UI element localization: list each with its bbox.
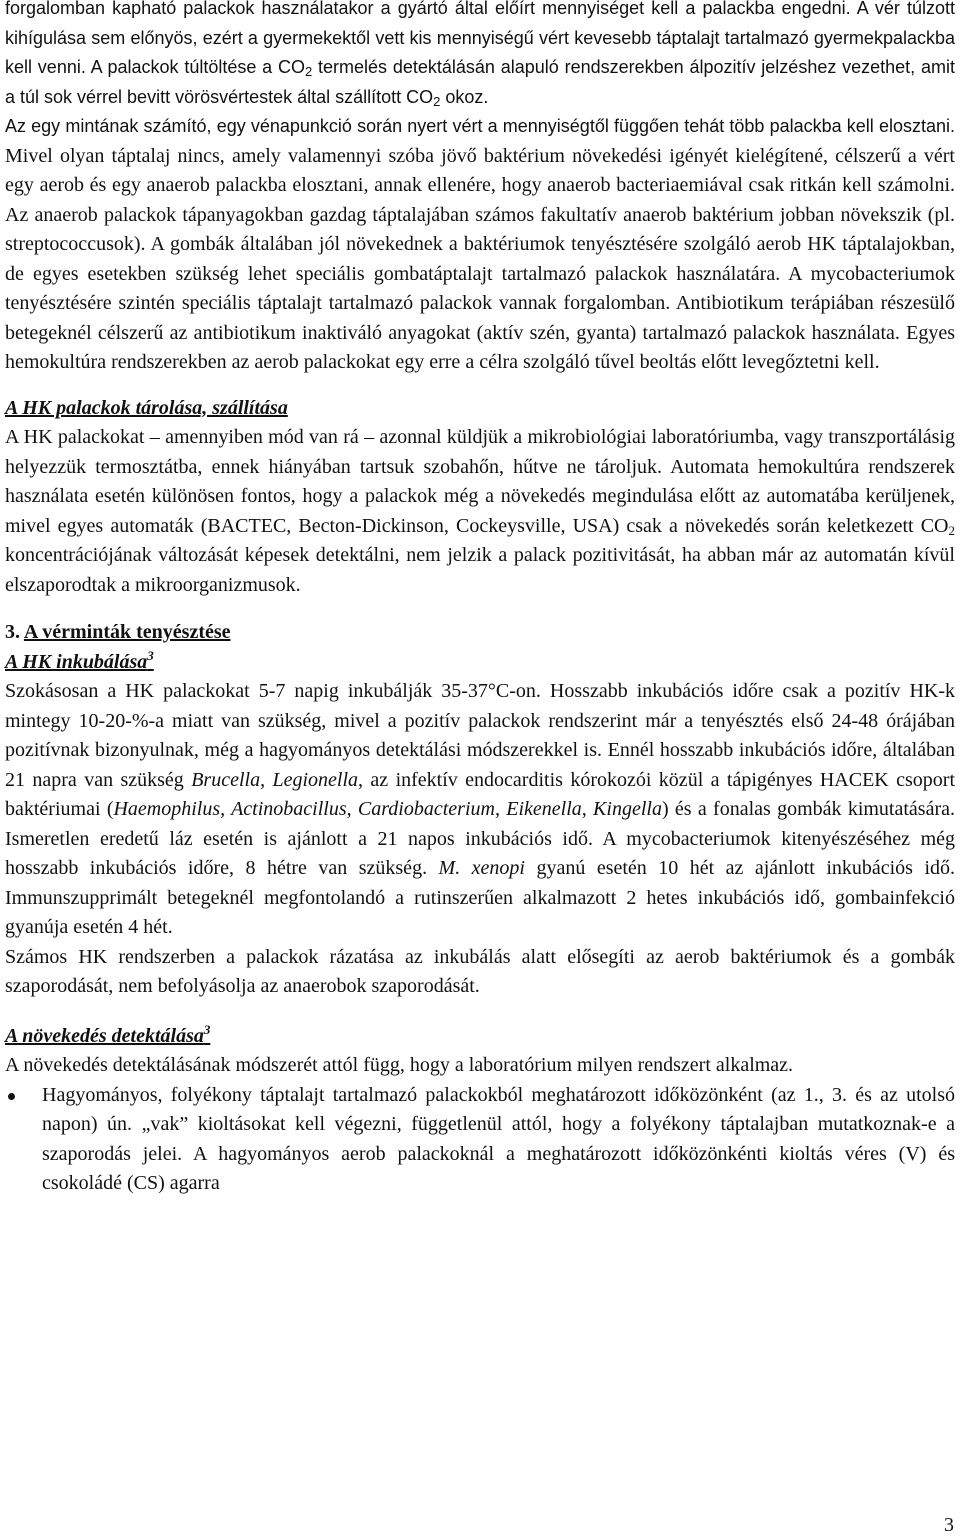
heading-text: A HK inkubálása — [5, 650, 148, 673]
text-run: termelés detektálásán alapuló rendszerekben álpozitív jelzéshez vezethet, amit a túl sok vérrel bevitt vörösvértestek által szállított CO — [5, 57, 955, 107]
text-run: ) és a fonalas gombák kimutatására. Ismeretlen eredetű láz esetén is ajánlott a 21 napos inkubációs idő. A mycobacteriumok kitenyészéséhez még hosszabb inkubációs időre, 8 hétre van szükség. — [5, 798, 955, 879]
organism-name: M. xenopi — [438, 857, 525, 879]
heading-storage: A HK palackok tárolása, szállítása — [5, 396, 288, 419]
bullet-list — [5, 1081, 955, 1199]
reference-superscript: 3 — [147, 647, 154, 663]
paragraph-bottle-distribution — [5, 112, 955, 378]
text-run: , — [260, 768, 273, 791]
paragraph-blood-volume — [5, 0, 955, 112]
list-item-text: Hagyományos, folyékony táptalajt tartalmazó palackokból meghatározott időközönként (az 1., 3. és az utolsó napon) ún. „vak” kioltásokat kell végezni, függetlenül attól, hogy a folyékony táptalajban mutatkoznak-e a szaporodás jelei. A hagyományos aerob palackoknál a meghatározott időközönkénti kioltás véres (V) és csokoládé (CS) agarra — [42, 1083, 955, 1194]
heading-incubation — [5, 648, 955, 678]
organism-name: Brucella — [191, 768, 261, 791]
subscript: 2 — [433, 93, 441, 109]
text-run: Szokásosan a HK palackokat 5-7 napig inkubálják 35-37°C-on. Hosszabb inkubációs időre csak a pozitív HK-k mintegy 10-20-%-a miatt van szükség, mivel a pozitív palackok rendszerint már a tenyésztés első 24-48 órájában pozitívnak bizonyulnak, még a hagyományos detektálási módszerekkel is. Ennél hosszabb inkubációs időre, általában 21 napra van szükség — [5, 680, 955, 791]
section-number: 3. — [5, 621, 24, 643]
paragraph-incubation — [5, 677, 955, 943]
subscript: 2 — [304, 64, 313, 79]
heading-detection — [5, 1022, 955, 1052]
section-title: A vérminták tenyésztése — [23, 621, 231, 643]
text-run: gyanú esetén 10 hét az ajánlott inkubációs idő. Immunszupprimált betegeknél megfontolandó a rutinszerűen alkalmazott 2 hetes inkubációs idő, gombainfekció gyanúja esetén 4 hét. — [5, 857, 955, 938]
organism-name: Legionella — [272, 768, 359, 791]
text-run: , az infektív endocarditis kórokozói közül a tápigényes HACEK csoport baktériumai ( — [5, 768, 955, 820]
reference-superscript: 3 — [203, 1021, 211, 1037]
text-run: koncentrációjának változását képesek detektálni, nem jelzik a palack pozitivitását, ha abban már az automatán kívül elszaporodtak a mikroorganizmusok. — [5, 544, 955, 596]
text-run: Az egy mintának számító, egy vénapunkció során nyert vért a mennyiségtől függően tehát több palackba kell elosztani. — [5, 116, 955, 136]
text-run: Mivel olyan táptalaj nincs, amely valamennyi szóba jövő baktérium növekedési igényét kielégítené, célszerű a vért egy aerob és egy anaerob palackba elosztani, annak ellenére, hogy anaerob bacteriaemiával csak ritkán kell számolni. Az anaerob palackok tápanyagokban gazdag táptalajában számos fakultatív anaerob baktérium jobban növekszik (pl. streptococcusok). A gombák általában jól növekednek a baktériumok tenyésztésére szolgáló aerob HK táptalajokban, de egyes esetekben szükség lehet speciális gombatáptalajt tartalmazó palackok használatára. A mycobacteriumok tenyésztésére szintén speciális táptalajt tartalmazó palackok vannak forgalomban. Antibiotikum terápiában részesülő betegeknél célszerű az antibiotikum inaktiváló anyagokat (aktív szén, gyanta) tartalmazó palackok használata. Egyes hemokultúra rendszerekben az aerob palackokat egy erre a célra szolgáló tűvel beoltás előtt levegőztetni kell. — [5, 144, 955, 373]
bullet-icon — [8, 1093, 15, 1100]
subscript: 2 — [948, 522, 955, 538]
text-run: A HK palackokat – amennyiben mód van rá – azonnal küldjük a mikrobiológiai laboratóriumba, vagy transzportálásig helyezzük termosztátba, ennek hiányában tartsuk szobahőn, hűtve ne tároljuk. Automata hemokultúra rendszerek használata esetén különösen fontos, hogy a palackok még a növekedés megindulása előtt az automatába kerüljenek, mivel egyes automaták (BACTEC, Becton-Dickinson, Cockeysville, USA) csak a növekedés során keletkezett CO — [5, 426, 955, 537]
paragraph-detection: A növekedés detektálásának módszerét attól függ, hogy a laboratórium milyen rendszert alkalmaz. — [5, 1054, 794, 1076]
text-run: forgalomban kapható palackok használatakor a gyártó által előírt mennyiséget kell a palackba engedni. A vér túlzott kihígulása sem előnyös, ezért a gyermekektől vett kis mennyiségű vért kevesebb táptalajt tartalmazó gyermekpalackba kell venni. A palackok túltöltése a CO — [5, 0, 955, 77]
heading-text: A növekedés detektálása — [5, 1024, 204, 1047]
document-page — [5, 0, 955, 1199]
text-run: okoz. — [440, 86, 489, 107]
heading-section-3 — [5, 618, 955, 648]
paragraph-shaking: Számos HK rendszerben a palackok rázatása az inkubálás alatt elősegíti az aerob baktériumok és a gombák szaporodását, nem befolyásolja az anaerobok szaporodását. — [5, 945, 955, 997]
organism-names: Haemophilus, Actinobacillus, Cardiobacterium, Eikenella, Kingella — [113, 798, 662, 820]
paragraph-storage — [5, 423, 955, 600]
list-item — [5, 1081, 955, 1199]
page-number: 3 — [944, 1514, 954, 1536]
